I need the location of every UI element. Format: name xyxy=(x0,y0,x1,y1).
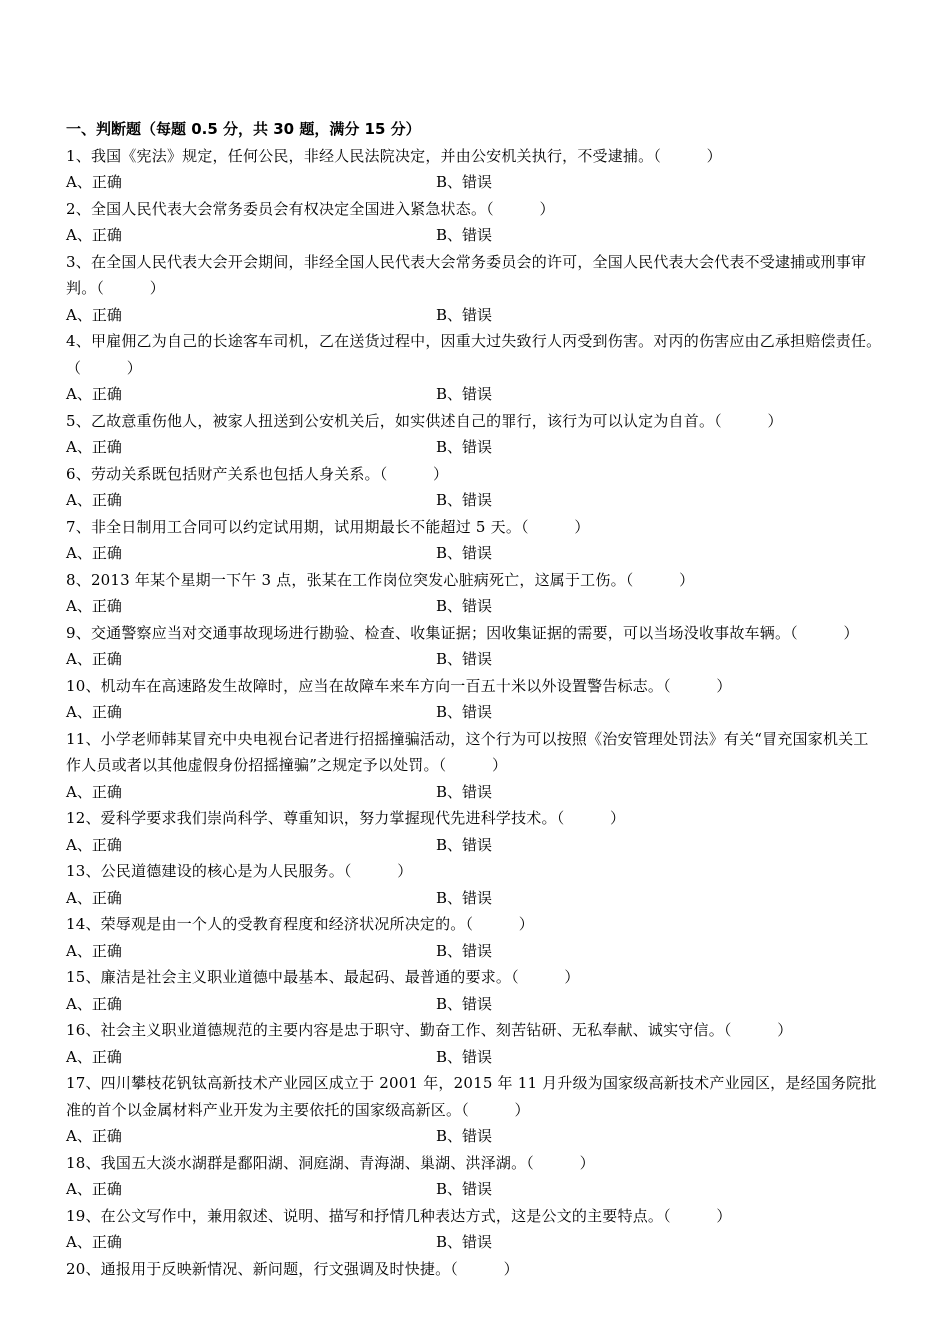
question-item xyxy=(66,726,882,806)
option-a[interactable]: A、正确 xyxy=(66,941,122,960)
question-item xyxy=(66,1256,882,1283)
answer-options xyxy=(66,169,882,196)
question-item xyxy=(66,408,882,461)
question-item xyxy=(66,805,882,858)
question-list xyxy=(66,143,882,1283)
option-a[interactable]: A、正确 xyxy=(66,1180,122,1198)
option-a[interactable]: A、正确 xyxy=(66,1127,122,1145)
option-b[interactable]: B、错误 xyxy=(436,703,493,721)
option-b[interactable]: B、错误 xyxy=(436,782,493,801)
question-text: 13、公民道德建设的核心是为人民服务。（ ） xyxy=(66,862,413,880)
question-item xyxy=(66,911,882,964)
question-text: 12、爱科学要求我们崇尚科学、尊重知识，努力掌握现代先进科学技术。（ ） xyxy=(66,809,626,827)
option-a[interactable]: A、正确 xyxy=(66,438,122,456)
question-text: 14、荣辱观是由一个人的受教育程度和经济状况所决定的。（ ） xyxy=(66,915,534,933)
question-text: 20、通报用于反映新情况、新问题，行文强调及时快捷。（ ） xyxy=(66,1259,519,1278)
option-b[interactable]: B、错误 xyxy=(436,597,493,615)
section-title: 一、判断题（每题 0.5 分，共 30 题，满分 15 分） xyxy=(66,120,421,138)
option-b[interactable]: B、错误 xyxy=(436,1127,493,1145)
answer-options xyxy=(66,1044,882,1071)
option-a[interactable]: A、正确 xyxy=(66,226,122,244)
answer-options xyxy=(66,1123,882,1150)
option-b[interactable]: B、错误 xyxy=(436,650,493,668)
answer-options xyxy=(66,832,882,859)
answer-options xyxy=(66,1229,882,1256)
option-a[interactable]: A、正确 xyxy=(66,173,122,191)
option-a[interactable]: A、正确 xyxy=(66,544,122,562)
question-item xyxy=(66,1017,882,1070)
question-text: 2、全国人民代表大会常务委员会有权决定全国进入紧急状态。（ ） xyxy=(66,199,555,218)
option-b[interactable]: B、错误 xyxy=(436,1233,493,1251)
question-item xyxy=(66,514,882,567)
question-item xyxy=(66,461,882,514)
exam-page xyxy=(66,116,882,1282)
answer-options xyxy=(66,434,882,461)
question-text: 5、乙故意重伤他人，被家人扭送到公安机关后，如实供述自己的罪行，该行为可以认定为自首。（ ） xyxy=(66,411,783,430)
answer-options xyxy=(66,222,882,249)
option-b[interactable]: B、错误 xyxy=(436,1180,493,1198)
question-text: 18、我国五大淡水湖群是鄱阳湖、洞庭湖、青海湖、巢湖、洪泽湖。（ ） xyxy=(66,1153,595,1172)
answer-options xyxy=(66,646,882,673)
question-text: 8、2013 年某个星期一下午 3 点，张某在工作岗位突发心脏病死亡，这属于工伤。（ ） xyxy=(66,570,695,589)
answer-options xyxy=(66,540,882,567)
question-item xyxy=(66,249,882,329)
question-text: 15、廉洁是社会主义职业道德中最基本、最起码、最普通的要求。（ ） xyxy=(66,968,580,986)
answer-options xyxy=(66,302,882,329)
answer-options xyxy=(66,1176,882,1203)
question-item xyxy=(66,1070,882,1150)
answer-options xyxy=(66,991,882,1018)
question-item xyxy=(66,196,882,249)
option-a[interactable]: A、正确 xyxy=(66,385,122,403)
question-text: 10、机动车在高速路发生故障时，应当在故障车来车方向一百五十米以外设置警告标志。（ ） xyxy=(66,676,732,695)
option-b[interactable]: B、错误 xyxy=(436,544,493,562)
option-a[interactable]: A、正确 xyxy=(66,1047,122,1066)
option-a[interactable]: A、正确 xyxy=(66,835,122,854)
option-a[interactable]: A、正确 xyxy=(66,888,122,907)
question-item xyxy=(66,620,882,673)
question-text: 9、交通警察应当对交通事故现场进行勘验、检查、收集证据；因收集证据的需要，可以当场没收事故车辆。（ ） xyxy=(66,623,859,642)
option-a[interactable]: A、正确 xyxy=(66,782,122,801)
question-item xyxy=(66,567,882,620)
answer-options xyxy=(66,938,882,965)
option-b[interactable]: B、错误 xyxy=(436,835,493,854)
option-b[interactable]: B、错误 xyxy=(436,491,493,509)
question-text: 1、我国《宪法》规定，任何公民，非经人民法院决定，并由公安机关执行，不受逮捕。（ ） xyxy=(66,146,722,165)
option-b[interactable]: B、错误 xyxy=(436,1047,493,1066)
option-b[interactable]: B、错误 xyxy=(436,888,493,907)
question-item xyxy=(66,328,882,408)
option-b[interactable]: B、错误 xyxy=(436,226,493,244)
question-item xyxy=(66,143,882,196)
question-item xyxy=(66,858,882,911)
question-item xyxy=(66,673,882,726)
answer-options xyxy=(66,487,882,514)
option-b[interactable]: B、错误 xyxy=(436,438,493,456)
option-b[interactable]: B、错误 xyxy=(436,941,493,960)
option-a[interactable]: A、正确 xyxy=(66,703,122,721)
answer-options xyxy=(66,593,882,620)
question-text: 19、在公文写作中，兼用叙述、说明、描写和抒情几种表达方式，这是公文的主要特点。（ ） xyxy=(66,1206,732,1225)
option-b[interactable]: B、错误 xyxy=(436,305,493,324)
answer-options xyxy=(66,699,882,726)
option-a[interactable]: A、正确 xyxy=(66,491,122,509)
question-text: 4、甲雇佣乙为自己的长途客车司机，乙在送货过程中，因重大过失致行人丙受到伤害。对丙的伤害应由乙承担赔偿责任。（ ） xyxy=(66,332,882,377)
question-text: 17、四川攀枝花钒钛高新技术产业园区成立于 2001 年，2015 年 11 月升级为国家级高新技术产业园区，是经国务院批准的首个以金属材料产业开发为主要依托的国家级高新区。（ ） xyxy=(66,1074,877,1119)
option-a[interactable]: A、正确 xyxy=(66,650,122,668)
question-item xyxy=(66,964,882,1017)
question-text: 7、非全日制用工合同可以约定试用期，试用期最长不能超过 5 天。（ ） xyxy=(66,517,590,536)
option-a[interactable]: A、正确 xyxy=(66,1233,122,1251)
question-text: 11、小学老师韩某冒充中央电视台记者进行招摇撞骗活动，这个行为可以按照《治安管理处罚法》有关“冒充国家机关工作人员或者以其他虚假身份招摇撞骗”之规定予以处罚。（ ） xyxy=(66,729,869,774)
option-a[interactable]: A、正确 xyxy=(66,305,122,324)
option-b[interactable]: B、错误 xyxy=(436,994,493,1013)
option-b[interactable]: B、错误 xyxy=(436,385,493,403)
question-text: 3、在全国人民代表大会开会期间，非经全国人民代表大会常务委员会的许可，全国人民代表大会代表不受逮捕或刑事审判。（ ） xyxy=(66,252,867,297)
option-b[interactable]: B、错误 xyxy=(436,173,493,191)
answer-options xyxy=(66,885,882,912)
option-a[interactable]: A、正确 xyxy=(66,994,122,1013)
option-a[interactable]: A、正确 xyxy=(66,597,122,615)
question-item xyxy=(66,1150,882,1203)
answer-options xyxy=(66,779,882,806)
question-text: 6、劳动关系既包括财产关系也包括人身关系。（ ） xyxy=(66,464,449,483)
question-item xyxy=(66,1203,882,1256)
answer-options xyxy=(66,381,882,408)
question-text: 16、社会主义职业道德规范的主要内容是忠于职守、勤奋工作、刻苦钻研、无私奉献、诚实守信。（ ） xyxy=(66,1021,793,1039)
